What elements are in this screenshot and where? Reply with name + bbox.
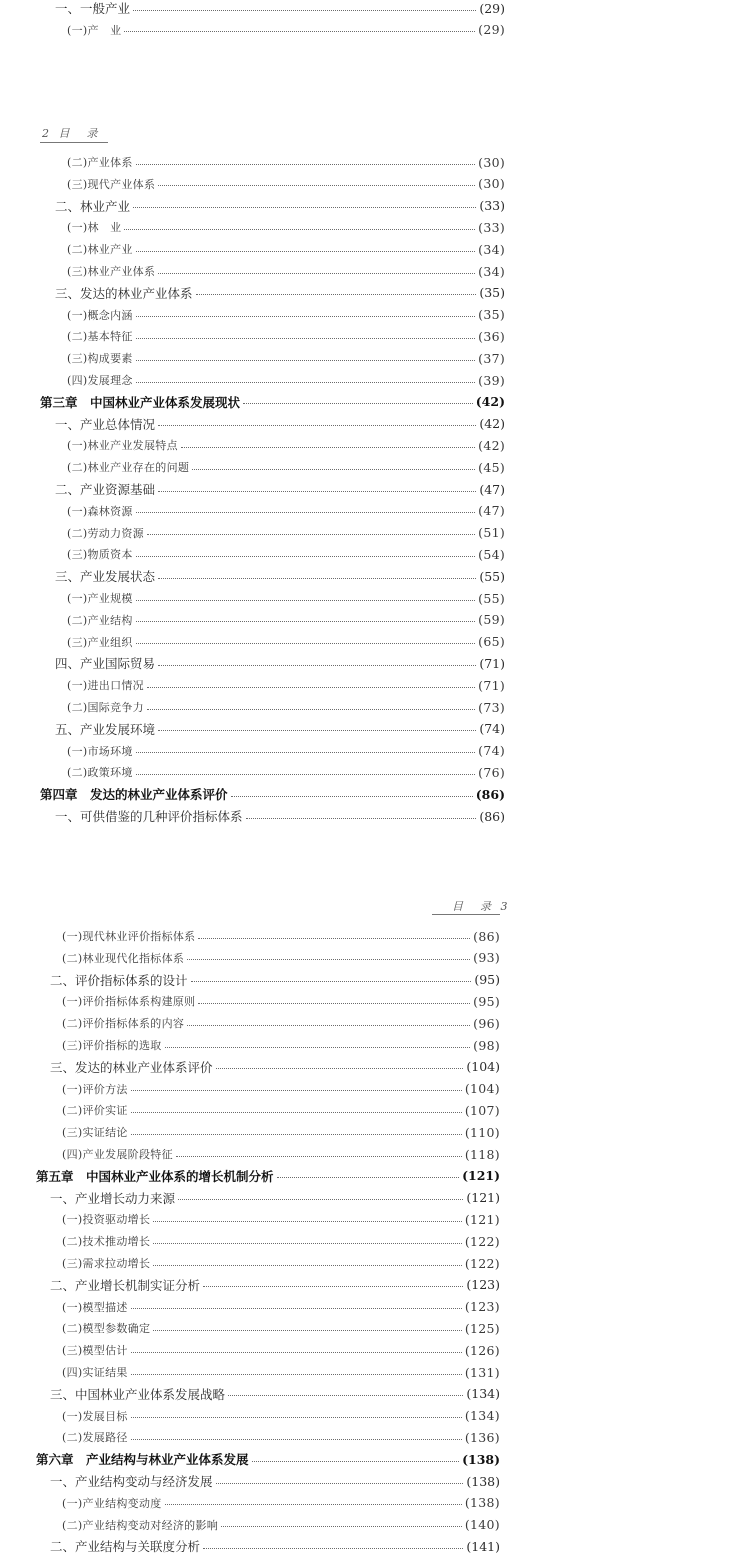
toc-entry-page-number: (47): [479, 481, 505, 497]
toc-entry-page-number: (29): [478, 22, 505, 38]
toc-entry-title: (二)技术推动增长: [62, 1235, 151, 1249]
dot-leader: [147, 687, 475, 688]
toc-entry-page-number: (121): [462, 1168, 500, 1184]
toc-entry-item: [62, 1317, 500, 1339]
toc-entry-title: (三)现代产业体系: [67, 177, 156, 191]
toc-entry-title: (一)林业产业发展特点: [67, 439, 178, 453]
toc-entry-item: [62, 1361, 500, 1383]
toc-entry-item: [67, 609, 505, 631]
dot-leader: [131, 1352, 462, 1353]
toc-entry-section: [50, 1470, 500, 1492]
dot-leader: [153, 1265, 462, 1266]
toc-entry-title: 第六章 产业结构与林业产业体系发展: [36, 1452, 249, 1468]
toc-entry-item: [62, 1339, 500, 1361]
toc-entry-section: [50, 1187, 500, 1209]
toc-entry-item: [67, 151, 505, 173]
dot-leader: [136, 752, 475, 753]
toc-entry-title: (一)评价方法: [62, 1082, 128, 1096]
toc-entry-page-number: (73): [478, 699, 505, 715]
dot-leader: [216, 1483, 464, 1484]
toc-entry-title: 一、产业结构变动与经济发展: [50, 1474, 213, 1489]
dot-leader: [196, 294, 477, 295]
toc-entry-page-number: (35): [479, 285, 505, 301]
toc-entry-section: [50, 1383, 500, 1405]
toc-entry-section: [50, 1535, 500, 1557]
toc-entry-page-number: (125): [464, 1320, 500, 1336]
toc-entry-page-number: (122): [464, 1233, 500, 1249]
toc-entry-page-number: (33): [479, 198, 505, 214]
toc-entry-page-number: (126): [464, 1342, 500, 1358]
dot-leader: [147, 709, 475, 710]
toc-entry-item: [67, 216, 505, 238]
dot-leader: [131, 1134, 462, 1135]
toc-entry-title: 第四章 发达的林业产业体系评价: [40, 787, 228, 803]
dot-leader: [231, 796, 473, 797]
toc-entry-title: 第三章 中国林业产业体系发展现状: [40, 394, 241, 410]
toc-entry-section: [55, 718, 505, 740]
toc-entry-page-number: (95): [474, 972, 500, 988]
dot-leader: [216, 1068, 464, 1069]
dot-leader: [165, 1047, 471, 1048]
toc-entry-page-number: (36): [478, 328, 505, 344]
toc-entry-chapter: [36, 1448, 500, 1470]
toc-entry-page-number: (118): [464, 1146, 500, 1162]
toc-entry-title: (一)发展目标: [62, 1409, 128, 1423]
toc-entry-title: 第五章 中国林业产业体系的增长机制分析: [36, 1168, 274, 1184]
toc-entry-title: (二)基本特征: [67, 330, 133, 344]
dot-leader: [158, 425, 476, 426]
dot-leader: [198, 1003, 470, 1004]
toc-entry-page-number: (138): [464, 1495, 500, 1511]
toc-entry-title: (三)产业组织: [67, 635, 133, 649]
toc-entry-item: [67, 522, 505, 544]
toc-entry-page-number: (104): [464, 1081, 500, 1097]
toc-entry-item: [67, 543, 505, 565]
toc-entry-title: (二)林业产业存在的问题: [67, 461, 190, 475]
dot-leader: [181, 447, 475, 448]
toc-entry-page-number: (122): [464, 1255, 500, 1271]
toc-entry-page-number: (71): [478, 677, 505, 693]
dot-leader: [192, 469, 475, 470]
toc-entry-item: [62, 1012, 500, 1034]
dot-leader: [243, 403, 473, 404]
dot-leader: [277, 1177, 460, 1178]
dot-leader: [246, 818, 477, 819]
dot-leader: [133, 207, 476, 208]
toc-entry-title: (二)林业现代化指标体系: [62, 951, 185, 965]
toc-entry-page-number: (86): [475, 786, 505, 802]
toc-entry-page-number: (29): [479, 0, 505, 16]
toc-entry-title: (四)发展理念: [67, 374, 133, 387]
toc-entry-item: [67, 674, 505, 696]
dot-leader: [131, 1417, 462, 1418]
toc-entry-title: (四)实证结果: [62, 1366, 128, 1379]
toc-entry-item: [67, 631, 505, 653]
toc-entry-title: (一)市场环境: [67, 744, 133, 758]
toc-entry-page-number: (123): [466, 1277, 500, 1293]
toc-entry-section: [55, 805, 505, 827]
toc-entry-item: [67, 304, 505, 326]
dot-leader: [131, 1090, 462, 1091]
toc-entry-page-number: (65): [478, 634, 505, 650]
toc-entry-item: [62, 1296, 500, 1318]
dot-leader: [203, 1548, 463, 1549]
toc-entry-title: 二、产业结构与关联度分析: [50, 1539, 201, 1555]
toc-entry-page-number: (140): [464, 1517, 500, 1533]
dot-leader: [187, 1025, 470, 1026]
dot-leader: [158, 665, 476, 666]
toc-entry-title: (二)政策环境: [67, 766, 133, 780]
dot-leader: [153, 1330, 462, 1331]
dot-leader: [252, 1461, 460, 1462]
dot-leader: [136, 382, 475, 383]
toc-entry-title: 二、评价指标体系的设计: [50, 972, 188, 988]
toc-entry-title: 一、产业总体情况: [55, 416, 156, 432]
dot-leader: [178, 1199, 463, 1200]
dot-leader: [176, 1156, 462, 1157]
toc-entry-title: (一)评价指标体系构建原则: [62, 995, 196, 1009]
toc-entry-item: [67, 587, 505, 609]
dot-leader: [147, 534, 475, 535]
toc-entry-item: [67, 500, 505, 522]
toc-entry-item: [67, 696, 505, 718]
toc-entry-page-number: (74): [478, 743, 505, 759]
toc-entry-section: [55, 413, 505, 435]
toc-entry-title: (四)产业发展阶段特征: [62, 1148, 173, 1161]
dot-leader: [124, 31, 475, 32]
toc-entry-title: (二)模型参数确定: [62, 1322, 151, 1336]
toc-entry-item: [62, 925, 500, 947]
toc-entry-item: [67, 761, 505, 783]
toc-entry-title: 三、产业发展状态: [55, 569, 156, 585]
toc-entry-title: (一)产业规模: [67, 592, 133, 605]
toc-entry-page-number: (42): [475, 394, 505, 410]
toc-entry-page-number: (96): [473, 1015, 500, 1031]
toc-entry-title: (一)进出口情况: [67, 679, 144, 693]
toc-entry-page-number: (33): [478, 219, 505, 235]
dot-leader: [158, 491, 476, 492]
dot-leader: [136, 512, 475, 513]
toc-entry-page-number: (76): [478, 764, 505, 780]
toc-entry-title: (一)森林资源: [67, 504, 133, 518]
toc-entry-item: [62, 990, 500, 1012]
toc-entry-page-number: (71): [479, 655, 505, 671]
toc-entry-page-number: (55): [478, 590, 505, 606]
toc-entry-item: [67, 369, 505, 391]
toc-entry-section: [55, 282, 505, 304]
toc-entry-page-number: (37): [478, 350, 505, 366]
dot-leader: [131, 1374, 462, 1375]
toc-entry-page-number: (30): [478, 154, 505, 170]
dot-leader: [158, 730, 476, 731]
toc-entry-page-number: (123): [464, 1299, 500, 1315]
toc-entry-page-number: (39): [478, 372, 505, 388]
toc-entry-title: 三、中国林业产业体系发展战略: [50, 1386, 226, 1402]
toc-entry-page-number: (121): [464, 1211, 500, 1227]
page-2-header-rule: [40, 142, 108, 143]
toc-entry-page-number: (34): [478, 241, 505, 257]
toc-entry-title: (三)林业产业体系: [67, 265, 156, 278]
dot-leader: [136, 556, 475, 557]
toc-entry-title: (三)模型估计: [62, 1344, 128, 1358]
toc-entry-title: (一)投资驱动增长: [62, 1213, 151, 1227]
toc-entry-title: (二)林业产业: [67, 243, 133, 257]
toc-entry-section: [50, 1056, 500, 1078]
dot-leader: [191, 981, 472, 982]
toc-entry-item: [67, 19, 505, 41]
toc-entry-title: 四、产业国际贸易: [55, 656, 156, 672]
toc-entry-title: 二、产业增长机制实证分析: [50, 1277, 201, 1293]
toc-entry-title: (一)林 业: [67, 221, 122, 235]
toc-entry-item: [62, 1099, 500, 1121]
toc-entry-title: (二)产业体系: [67, 156, 133, 169]
toc-entry-page-number: (134): [466, 1386, 500, 1402]
toc-entry-item: [67, 260, 505, 282]
dot-leader: [228, 1395, 463, 1396]
dot-leader: [158, 185, 475, 186]
toc-entry-item: [67, 740, 505, 762]
toc-entry-page-number: (141): [466, 1538, 500, 1554]
toc-entry-section: [55, 0, 505, 19]
toc-entry-page-number: (110): [464, 1124, 500, 1140]
dot-leader: [131, 1112, 462, 1113]
dot-leader: [136, 360, 475, 361]
toc-entry-section: [55, 195, 505, 217]
toc-entry-item: [62, 1405, 500, 1427]
toc-entry-title: (二)评价实证: [62, 1104, 128, 1118]
toc-entry-chapter: [40, 391, 505, 413]
toc-entry-title: 二、林业产业: [55, 198, 131, 214]
toc-entry-page-number: (121): [466, 1190, 500, 1206]
toc-entry-title: (三)实证结论: [62, 1126, 128, 1140]
toc-entry-title: 一、可供借鉴的几种评价指标体系: [55, 809, 243, 824]
dot-leader: [136, 600, 475, 601]
toc-entry-page-number: (136): [464, 1429, 500, 1445]
toc-entry-page-number: (34): [478, 263, 505, 279]
dot-leader: [136, 316, 475, 317]
toc-entry-item: [67, 238, 505, 260]
toc-entry-section: [50, 969, 500, 991]
dot-leader: [136, 338, 475, 339]
page-2-header: 2 目 录: [42, 127, 101, 140]
dot-leader: [131, 1439, 462, 1440]
toc-entry-page-number: (74): [479, 721, 505, 737]
toc-entry-page-number: (59): [478, 612, 505, 628]
toc-entry-item: [62, 1121, 500, 1143]
toc-entry-page-number: (107): [464, 1102, 500, 1118]
dot-leader: [221, 1526, 462, 1527]
toc-entry-page-number: (98): [473, 1037, 500, 1053]
toc-entry-title: 五、产业发展环境: [55, 721, 156, 737]
toc-entry-section: [55, 565, 505, 587]
toc-entry-page-number: (54): [478, 546, 505, 562]
dot-leader: [136, 251, 475, 252]
dot-leader: [198, 938, 470, 939]
dot-leader: [124, 229, 475, 230]
toc-entry-title: (三)构成要素: [67, 352, 133, 366]
toc-entry-item: [62, 1230, 500, 1252]
toc-entry-item: [62, 1143, 500, 1165]
toc-entry-title: (三)物质资本: [67, 548, 133, 562]
toc-entry-title: (二)发展路径: [62, 1431, 128, 1445]
toc-entry-item: [62, 1492, 500, 1514]
toc-entry-item: [67, 325, 505, 347]
toc-entry-item: [62, 1514, 500, 1536]
toc-entry-page-number: (47): [478, 503, 505, 519]
dot-leader: [153, 1243, 462, 1244]
toc-entry-page-number: (51): [478, 525, 505, 541]
toc-entry-title: 一、一般产业: [55, 1, 131, 16]
toc-entry-title: 一、产业增长动力来源: [50, 1190, 176, 1206]
toc-entry-chapter: [36, 1165, 500, 1187]
toc-entry-title: (二)劳动力资源: [67, 526, 144, 540]
toc-entry-page-number: (42): [479, 416, 505, 432]
toc-entry-title: (二)国际竞争力: [67, 701, 144, 714]
page-3-header: 目 录 3: [452, 900, 511, 913]
toc-entry-page-number: (138): [462, 1451, 500, 1467]
dot-leader: [153, 1221, 462, 1222]
toc-entry-item: [67, 173, 505, 195]
dot-leader: [136, 643, 475, 644]
toc-entry-chapter: [40, 783, 505, 805]
toc-entry-title: 三、发达的林业产业体系: [55, 285, 193, 301]
toc-entry-page-number: (104): [466, 1059, 500, 1075]
toc-entry-page-number: (95): [473, 993, 500, 1009]
toc-entry-title: 三、发达的林业产业体系评价: [50, 1059, 213, 1075]
toc-entry-page-number: (55): [479, 568, 505, 584]
dot-leader: [131, 1308, 462, 1309]
toc-entry-title: (三)需求拉动增长: [62, 1257, 151, 1270]
toc-entry-item: [62, 1208, 500, 1230]
toc-entry-section: [55, 652, 505, 674]
toc-entry-item: [67, 347, 505, 369]
dot-leader: [133, 10, 476, 11]
toc-entry-page-number: (86): [479, 808, 505, 824]
toc-entry-title: 二、产业资源基础: [55, 482, 156, 497]
toc-entry-title: (二)产业结构: [67, 613, 133, 627]
toc-entry-page-number: (35): [478, 307, 505, 323]
toc-entry-title: (一)产业结构变动度: [62, 1496, 162, 1510]
toc-entry-item: [62, 1078, 500, 1100]
toc-entry-title: (二)评价指标体系的内容: [62, 1017, 185, 1031]
toc-entry-title: (一)产 业: [67, 23, 122, 37]
toc-entry-title: (三)评价指标的选取: [62, 1039, 162, 1052]
toc-entry-item: [62, 1426, 500, 1448]
dot-leader: [187, 959, 470, 960]
dot-leader: [203, 1286, 463, 1287]
dot-leader: [136, 774, 475, 775]
toc-entry-item: [62, 1034, 500, 1056]
dot-leader: [165, 1504, 462, 1505]
toc-entry-item: [67, 456, 505, 478]
dot-leader: [136, 164, 475, 165]
toc-entry-page-number: (93): [473, 950, 500, 966]
toc-entry-page-number: (45): [478, 459, 505, 475]
toc-entry-item: [62, 1252, 500, 1274]
toc-entry-page-number: (86): [473, 928, 500, 944]
toc-entry-section: [55, 478, 505, 500]
toc-entry-title: (一)模型描述: [62, 1300, 128, 1314]
toc-entry-item: [67, 434, 505, 456]
dot-leader: [158, 273, 475, 274]
toc-entry-section: [50, 1274, 500, 1296]
toc-entry-title: (一)概念内涵: [67, 308, 133, 322]
toc-entry-page-number: (138): [466, 1473, 500, 1489]
dot-leader: [136, 621, 475, 622]
toc-entry-page-number: (42): [478, 437, 505, 453]
toc-entry-title: (二)产业结构变动对经济的影响: [62, 1518, 219, 1532]
toc-entry-title: (一)现代林业评价指标体系: [62, 930, 196, 943]
dot-leader: [158, 578, 476, 579]
page-3-header-rule: [432, 914, 500, 915]
toc-entry-page-number: (131): [464, 1364, 500, 1380]
toc-entry-page-number: (30): [478, 176, 505, 192]
toc-entry-item: [62, 947, 500, 969]
toc-entry-page-number: (134): [464, 1408, 500, 1424]
